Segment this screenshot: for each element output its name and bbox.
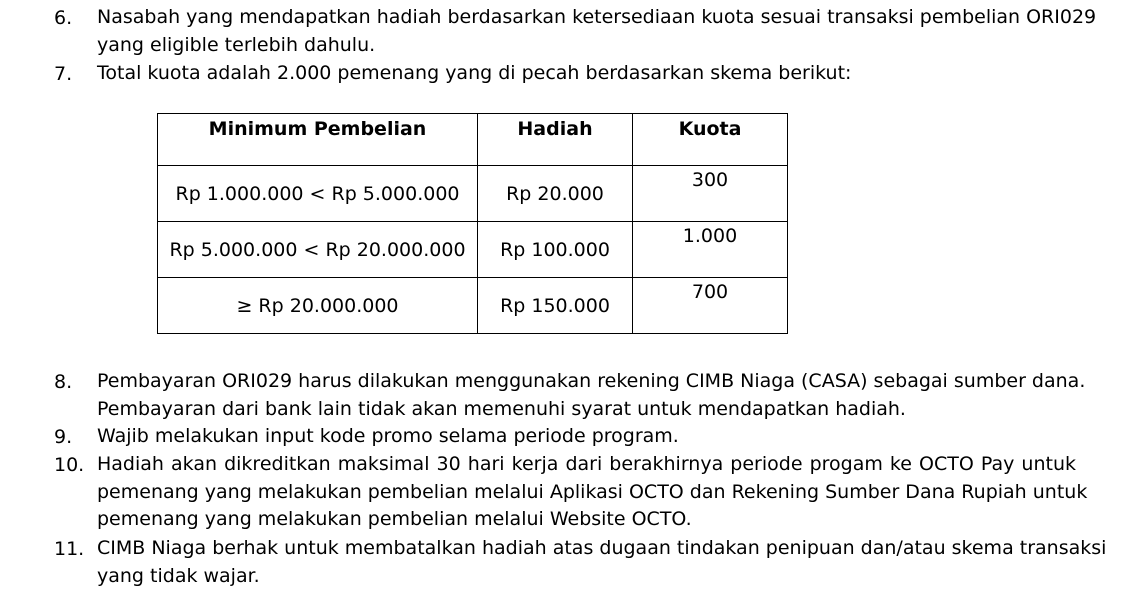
list-text [97,423,1076,451]
text-line: yang tidak wajar. [97,564,260,587]
cell-minimum: Rp 1.000.000 < Rp 5.000.000 [158,166,478,222]
list-text [97,4,1097,59]
cell-minimum: Rp 5.000.000 < Rp 20.000.000 [158,222,478,278]
list-text [97,368,1086,423]
text-line: Hadiah akan dikreditkan maksimal 30 hari kerja dari berakhirnya periode progam ke OCTO Pay untuk [97,453,1076,475]
text-line: Nasabah yang mendapatkan hadiah berdasarkan ketersediaan kuota sesuai transaksi pembelian ORI029 [97,6,1097,28]
text-line: Pembayaran dari bank lain tidak akan memenuhi syarat untuk mendapatkan hadiah. [97,397,906,420]
list-number: 11. [54,538,85,560]
list-number: 10. [54,454,85,476]
list-text [97,535,1107,590]
cell-hadiah: Rp 20.000 [478,166,633,222]
header-kuota: Kuota [633,114,788,166]
list-number: 7. [54,63,73,85]
cell-kuota: 300 [633,166,788,222]
table-header-row [158,114,788,166]
list-number: 6. [54,7,73,29]
cell-minimum: ≥ Rp 20.000.000 [158,278,478,334]
text-line: Total kuota adalah 2.000 pemenang yang di pecah berdasarkan skema berikut: [97,62,852,84]
text-line: pemenang yang melakukan pembelian melalui Website OCTO. [97,508,692,530]
header-minimum-pembelian: Minimum Pembelian [158,114,478,166]
table-row [158,166,788,222]
cell-hadiah: Rp 150.000 [478,278,633,334]
text-line: Pembayaran ORI029 harus dilakukan menggunakan rekening CIMB Niaga (CASA) sebagai sumber dana. [97,370,1086,392]
list-number: 9. [54,426,73,448]
list-number: 8. [54,371,73,393]
cell-kuota: 700 [633,278,788,334]
cell-kuota: 1.000 [633,222,788,278]
table-row [158,278,788,334]
text-line: Wajib melakukan input kode promo selama periode program. [97,425,679,447]
table-row [158,222,788,278]
quota-table [157,113,788,334]
header-hadiah: Hadiah [478,114,633,166]
list-text [97,60,1076,88]
list-text [97,451,1088,534]
text-line: yang eligible terlebih dahulu. [97,33,376,56]
text-line: pemenang yang melakukan pembelian melalui Aplikasi OCTO dan Rekening Sumber Dana Rupiah untuk [97,480,1088,503]
cell-hadiah: Rp 100.000 [478,222,633,278]
text-line: CIMB Niaga berhak untuk membatalkan hadiah atas dugaan tindakan penipuan dan/atau skema transaksi [97,537,1107,559]
